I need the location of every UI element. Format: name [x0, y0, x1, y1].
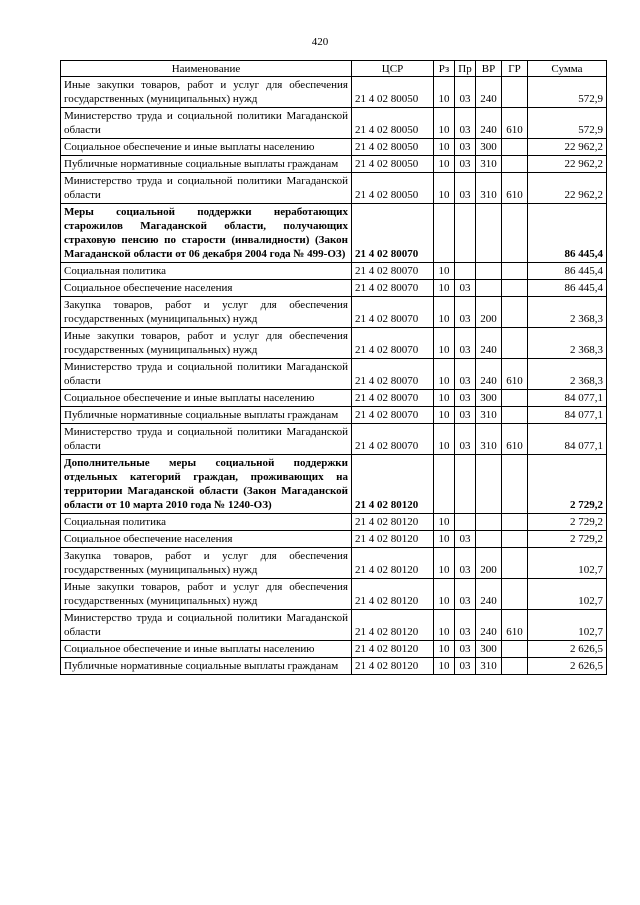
cell-gr	[502, 77, 528, 108]
table-row	[61, 548, 607, 579]
cell-csr: 21 4 02 80120	[352, 658, 434, 675]
cell-csr: 21 4 02 80120	[352, 579, 434, 610]
cell-name: Иные закупки товаров, работ и услуг для обеспечения государственных (муниципальных) нужд	[61, 77, 352, 108]
cell-pr: 03	[455, 359, 476, 390]
cell-csr: 21 4 02 80050	[352, 156, 434, 173]
cell-csr: 21 4 02 80050	[352, 108, 434, 139]
cell-gr: 610	[502, 424, 528, 455]
table-row	[61, 407, 607, 424]
cell-csr: 21 4 02 80070	[352, 280, 434, 297]
cell-csr: 21 4 02 80120	[352, 455, 434, 514]
table-row	[61, 156, 607, 173]
cell-csr: 21 4 02 80070	[352, 359, 434, 390]
cell-gr	[502, 658, 528, 675]
cell-rz: 10	[434, 263, 455, 280]
cell-vr: 240	[476, 359, 502, 390]
cell-sum: 2 626,5	[528, 658, 607, 675]
cell-name: Министерство труда и социальной политики Магаданской области	[61, 424, 352, 455]
cell-csr: 21 4 02 80050	[352, 173, 434, 204]
cell-gr	[502, 641, 528, 658]
cell-gr	[502, 455, 528, 514]
cell-pr: 03	[455, 641, 476, 658]
header-sum: Сумма	[528, 61, 607, 77]
cell-name: Публичные нормативные социальные выплаты гражданам	[61, 156, 352, 173]
header-pr: Пр	[455, 61, 476, 77]
cell-vr	[476, 263, 502, 280]
cell-vr: 310	[476, 424, 502, 455]
cell-gr	[502, 579, 528, 610]
cell-csr: 21 4 02 80120	[352, 548, 434, 579]
cell-vr	[476, 280, 502, 297]
cell-sum: 2 729,2	[528, 455, 607, 514]
cell-rz: 10	[434, 297, 455, 328]
cell-csr: 21 4 02 80070	[352, 297, 434, 328]
cell-rz: 10	[434, 77, 455, 108]
cell-gr	[502, 139, 528, 156]
cell-pr: 03	[455, 579, 476, 610]
cell-pr: 03	[455, 407, 476, 424]
cell-sum: 2 729,2	[528, 514, 607, 531]
cell-name: Социальная политика	[61, 263, 352, 280]
cell-pr: 03	[455, 77, 476, 108]
table-row	[61, 531, 607, 548]
cell-vr: 240	[476, 328, 502, 359]
cell-pr: 03	[455, 297, 476, 328]
cell-pr: 03	[455, 658, 476, 675]
table-row	[61, 263, 607, 280]
cell-sum: 84 077,1	[528, 424, 607, 455]
table-row	[61, 204, 607, 263]
cell-vr: 240	[476, 77, 502, 108]
cell-sum: 102,7	[528, 579, 607, 610]
header-name: Наименование	[61, 61, 352, 77]
cell-csr: 21 4 02 80120	[352, 610, 434, 641]
cell-pr: 03	[455, 328, 476, 359]
cell-pr	[455, 263, 476, 280]
cell-gr	[502, 280, 528, 297]
cell-name: Министерство труда и социальной политики Магаданской области	[61, 610, 352, 641]
cell-rz: 10	[434, 139, 455, 156]
cell-sum: 572,9	[528, 77, 607, 108]
cell-name: Иные закупки товаров, работ и услуг для обеспечения государственных (муниципальных) нужд	[61, 328, 352, 359]
cell-gr	[502, 263, 528, 280]
cell-rz: 10	[434, 531, 455, 548]
cell-gr: 610	[502, 610, 528, 641]
cell-sum: 86 445,4	[528, 280, 607, 297]
cell-csr: 21 4 02 80050	[352, 77, 434, 108]
cell-gr	[502, 204, 528, 263]
cell-sum: 86 445,4	[528, 204, 607, 263]
cell-csr: 21 4 02 80120	[352, 514, 434, 531]
cell-gr	[502, 407, 528, 424]
cell-name: Социальное обеспечение и иные выплаты населению	[61, 139, 352, 156]
cell-csr: 21 4 02 80050	[352, 139, 434, 156]
cell-rz	[434, 204, 455, 263]
cell-sum: 22 962,2	[528, 156, 607, 173]
cell-gr: 610	[502, 359, 528, 390]
header-gr: ГР	[502, 61, 528, 77]
cell-rz: 10	[434, 390, 455, 407]
cell-sum: 2 729,2	[528, 531, 607, 548]
cell-sum: 84 077,1	[528, 390, 607, 407]
cell-rz: 10	[434, 359, 455, 390]
cell-pr	[455, 455, 476, 514]
cell-pr: 03	[455, 173, 476, 204]
table-body	[61, 77, 607, 675]
cell-name: Иные закупки товаров, работ и услуг для обеспечения государственных (муниципальных) нужд	[61, 579, 352, 610]
cell-gr: 610	[502, 173, 528, 204]
cell-sum: 86 445,4	[528, 263, 607, 280]
table-row	[61, 108, 607, 139]
cell-vr	[476, 531, 502, 548]
cell-name: Социальное обеспечение и иные выплаты населению	[61, 390, 352, 407]
cell-csr: 21 4 02 80070	[352, 328, 434, 359]
cell-vr: 240	[476, 579, 502, 610]
cell-gr	[502, 390, 528, 407]
cell-name: Публичные нормативные социальные выплаты гражданам	[61, 658, 352, 675]
cell-rz: 10	[434, 108, 455, 139]
cell-vr: 200	[476, 548, 502, 579]
cell-sum: 84 077,1	[528, 407, 607, 424]
cell-sum: 22 962,2	[528, 139, 607, 156]
table-row	[61, 610, 607, 641]
cell-csr: 21 4 02 80070	[352, 204, 434, 263]
cell-vr: 310	[476, 173, 502, 204]
cell-vr	[476, 204, 502, 263]
cell-rz: 10	[434, 156, 455, 173]
cell-csr: 21 4 02 80070	[352, 424, 434, 455]
cell-rz: 10	[434, 424, 455, 455]
cell-sum: 2 368,3	[528, 297, 607, 328]
cell-vr: 310	[476, 407, 502, 424]
cell-name: Министерство труда и социальной политики Магаданской области	[61, 173, 352, 204]
cell-pr	[455, 514, 476, 531]
cell-rz: 10	[434, 514, 455, 531]
cell-csr: 21 4 02 80120	[352, 641, 434, 658]
cell-name: Закупка товаров, работ и услуг для обеспечения государственных (муниципальных) нужд	[61, 297, 352, 328]
cell-sum: 22 962,2	[528, 173, 607, 204]
cell-vr: 300	[476, 390, 502, 407]
cell-csr: 21 4 02 80120	[352, 531, 434, 548]
cell-name: Дополнительные меры социальной поддержки отдельных категорий граждан, проживающих на территории Магаданской области (Закон Магаданской области от 10 марта 2010 года № 1240-ОЗ)	[61, 455, 352, 514]
cell-gr: 610	[502, 108, 528, 139]
cell-pr: 03	[455, 280, 476, 297]
table-row	[61, 139, 607, 156]
table-row	[61, 455, 607, 514]
header-rz: Рз	[434, 61, 455, 77]
cell-pr: 03	[455, 610, 476, 641]
cell-name: Министерство труда и социальной политики Магаданской области	[61, 108, 352, 139]
cell-pr	[455, 204, 476, 263]
cell-csr: 21 4 02 80070	[352, 407, 434, 424]
cell-vr	[476, 514, 502, 531]
cell-vr: 300	[476, 641, 502, 658]
cell-vr: 310	[476, 156, 502, 173]
cell-name: Закупка товаров, работ и услуг для обеспечения государственных (муниципальных) нужд	[61, 548, 352, 579]
cell-pr: 03	[455, 531, 476, 548]
cell-pr: 03	[455, 548, 476, 579]
cell-sum: 572,9	[528, 108, 607, 139]
header-vr: ВР	[476, 61, 502, 77]
table-row	[61, 658, 607, 675]
cell-rz: 10	[434, 658, 455, 675]
cell-rz	[434, 455, 455, 514]
cell-name: Министерство труда и социальной политики Магаданской области	[61, 359, 352, 390]
cell-name: Социальное обеспечение населения	[61, 280, 352, 297]
table-row	[61, 390, 607, 407]
cell-rz: 10	[434, 173, 455, 204]
table-row	[61, 280, 607, 297]
cell-name: Меры социальной поддержки неработающих старожилов Магаданской области, получающих страховую пенсию по старости (инвалидности) (Закон Магаданской области от 06 декабря 2004 года № 499-ОЗ)	[61, 204, 352, 263]
page-number: 420	[311, 36, 329, 48]
cell-sum: 2 368,3	[528, 359, 607, 390]
cell-pr: 03	[455, 390, 476, 407]
header-csr: ЦСР	[352, 61, 434, 77]
cell-gr	[502, 328, 528, 359]
cell-vr: 310	[476, 658, 502, 675]
cell-gr	[502, 548, 528, 579]
table-row	[61, 579, 607, 610]
cell-rz: 10	[434, 579, 455, 610]
cell-gr	[502, 156, 528, 173]
cell-pr: 03	[455, 139, 476, 156]
table-row	[61, 77, 607, 108]
cell-vr: 300	[476, 139, 502, 156]
cell-vr: 240	[476, 610, 502, 641]
cell-rz: 10	[434, 610, 455, 641]
cell-rz: 10	[434, 280, 455, 297]
cell-rz: 10	[434, 407, 455, 424]
table-row	[61, 514, 607, 531]
cell-gr	[502, 531, 528, 548]
table-header-row	[61, 61, 607, 77]
cell-vr: 240	[476, 108, 502, 139]
cell-name: Социальная политика	[61, 514, 352, 531]
cell-rz: 10	[434, 328, 455, 359]
cell-name: Публичные нормативные социальные выплаты гражданам	[61, 407, 352, 424]
cell-gr	[502, 514, 528, 531]
cell-sum: 2 368,3	[528, 328, 607, 359]
cell-pr: 03	[455, 424, 476, 455]
table-row	[61, 328, 607, 359]
cell-csr: 21 4 02 80070	[352, 390, 434, 407]
table-row	[61, 641, 607, 658]
cell-vr	[476, 455, 502, 514]
cell-vr: 200	[476, 297, 502, 328]
table-row	[61, 424, 607, 455]
cell-pr: 03	[455, 108, 476, 139]
table-row	[61, 173, 607, 204]
table-row	[61, 297, 607, 328]
cell-rz: 10	[434, 641, 455, 658]
cell-pr: 03	[455, 156, 476, 173]
cell-sum: 102,7	[528, 610, 607, 641]
table-row	[61, 359, 607, 390]
cell-sum: 102,7	[528, 548, 607, 579]
cell-gr	[502, 297, 528, 328]
cell-csr: 21 4 02 80070	[352, 263, 434, 280]
cell-sum: 2 626,5	[528, 641, 607, 658]
cell-rz: 10	[434, 548, 455, 579]
budget-table	[60, 60, 607, 675]
cell-name: Социальное обеспечение населения	[61, 531, 352, 548]
cell-name: Социальное обеспечение и иные выплаты населению	[61, 641, 352, 658]
